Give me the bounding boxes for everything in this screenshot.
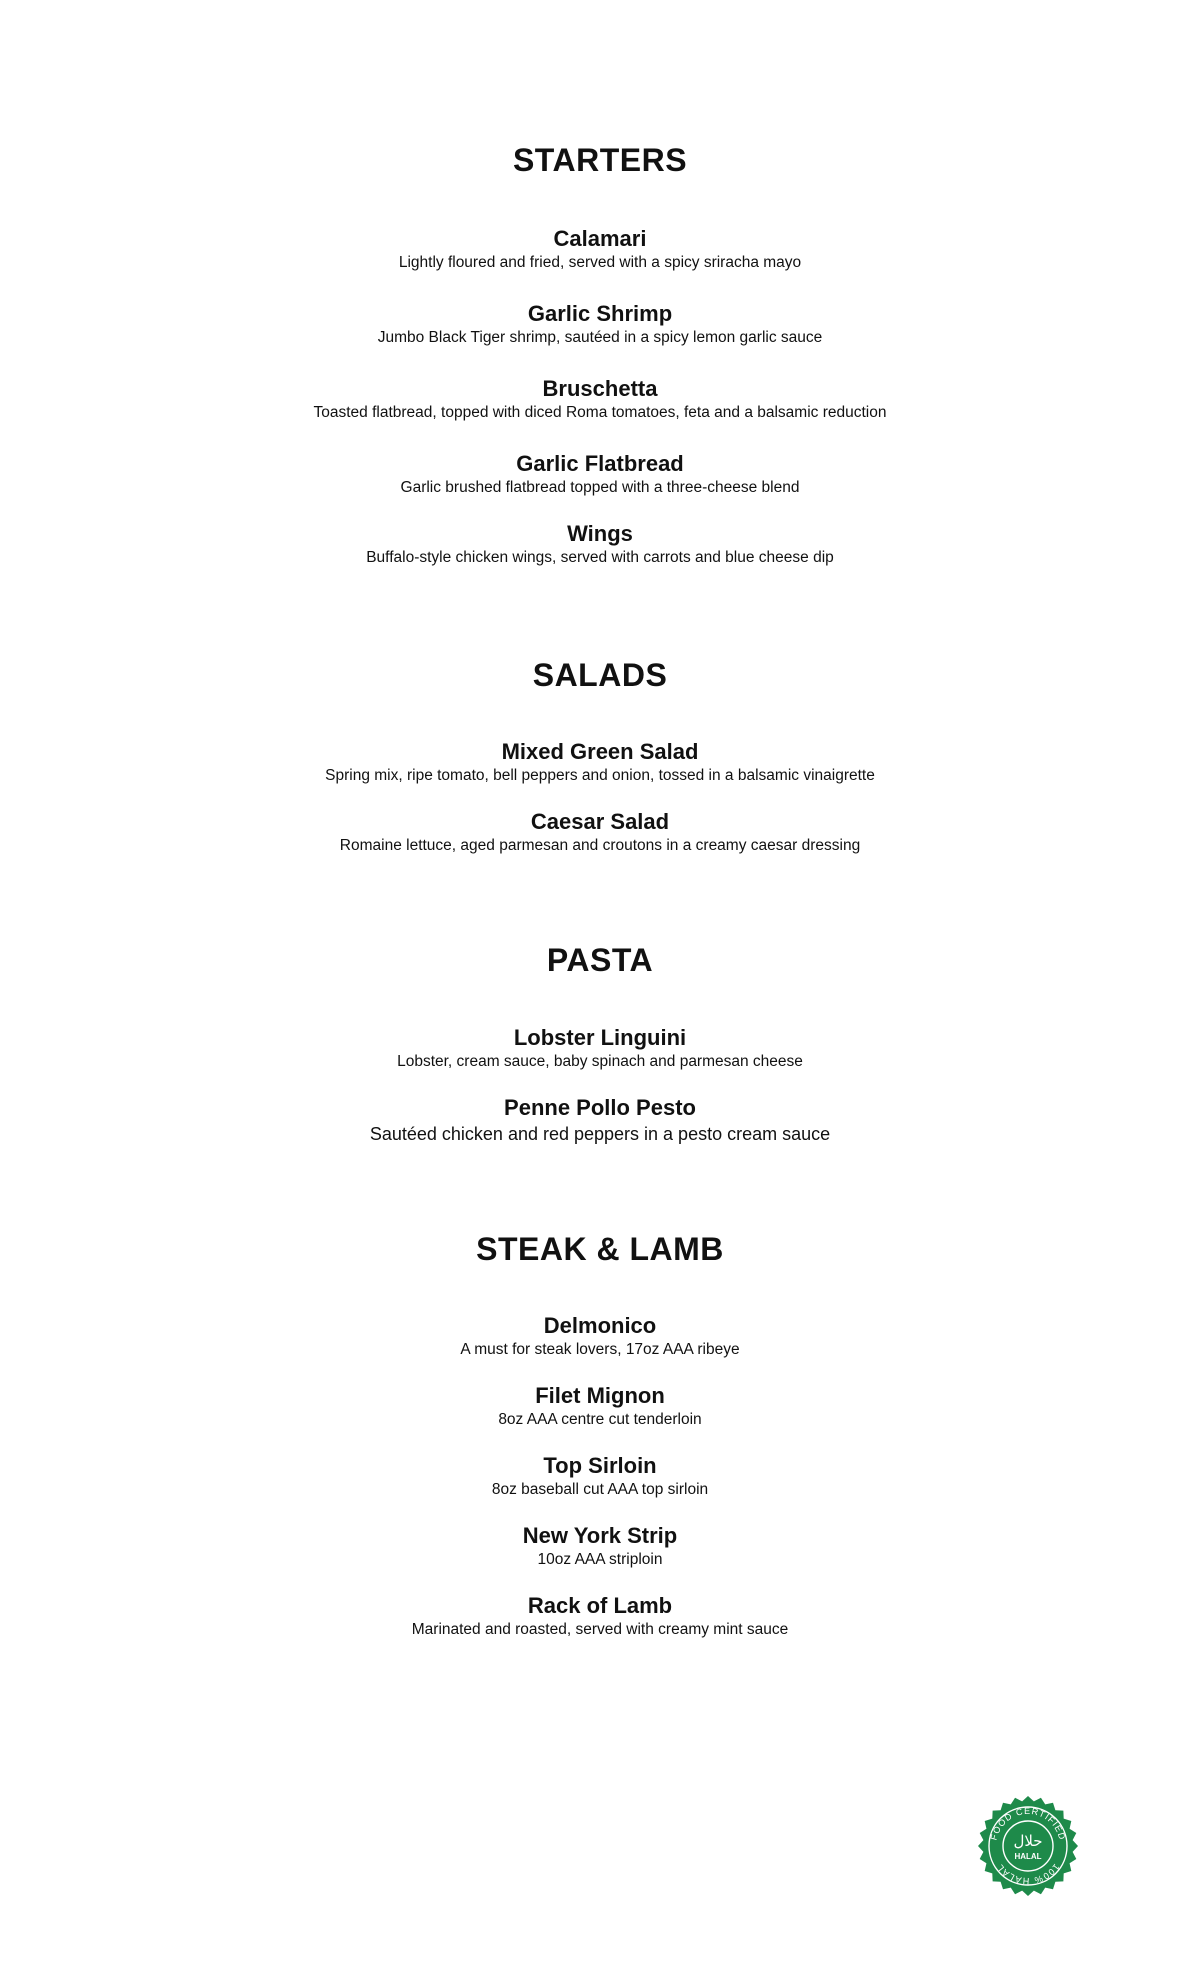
section-steak-lamb xyxy=(0,1229,1200,1638)
item-description: Spring mix, ripe tomato, bell peppers and onion, tossed in a balsamic vinaigrette xyxy=(325,767,875,784)
item-name: Garlic Flatbread xyxy=(516,451,684,476)
svg-text:100% HALAL: 100% HALAL xyxy=(994,1862,1062,1887)
item-name: Wings xyxy=(567,521,633,546)
menu-item xyxy=(0,1522,1200,1570)
section-title: STARTERS xyxy=(512,142,688,178)
item-name: Garlic Shrimp xyxy=(527,301,673,326)
item-description: 8oz baseball cut AAA top sirloin xyxy=(491,1481,709,1498)
section-pasta xyxy=(0,940,1200,1144)
section-title: PASTA xyxy=(546,942,654,978)
item-description: Sautéed chicken and red peppers in a pesto cream sauce xyxy=(369,1124,831,1144)
menu-item xyxy=(0,1592,1200,1640)
menu-item xyxy=(0,450,1200,498)
item-description: Marinated and roasted, served with creamy mint sauce xyxy=(411,1621,789,1638)
menu-item xyxy=(0,375,1200,423)
section-title: STEAK & LAMB xyxy=(476,1231,724,1267)
item-description: A must for steak lovers, 17oz AAA ribeye xyxy=(460,1341,740,1358)
item-name: Penne Pollo Pesto xyxy=(504,1095,696,1120)
section-title: SALADS xyxy=(532,657,668,693)
svg-text:HALAL: HALAL xyxy=(1014,1852,1042,1861)
section-salads xyxy=(0,655,1200,854)
item-description: Lightly floured and fried, served with a spicy sriracha mayo xyxy=(398,254,802,271)
item-description: 10oz AAA striploin xyxy=(537,1551,663,1568)
svg-text:حلال: حلال xyxy=(1013,1832,1043,1850)
menu-item xyxy=(0,1094,1200,1146)
item-description: Lobster, cream sauce, baby spinach and parmesan cheese xyxy=(397,1053,803,1070)
menu-item xyxy=(0,520,1200,568)
halal-certified-badge-icon xyxy=(976,1794,1080,1898)
menu-item xyxy=(0,1382,1200,1430)
section-starters xyxy=(0,140,1200,566)
item-description: Garlic brushed flatbread topped with a three-cheese blend xyxy=(400,479,800,496)
menu-item xyxy=(0,808,1200,856)
item-name: Bruschetta xyxy=(542,376,658,401)
menu-item xyxy=(0,1024,1200,1072)
item-name: New York Strip xyxy=(522,1523,678,1548)
menu-item xyxy=(0,1312,1200,1360)
item-name: Mixed Green Salad xyxy=(501,739,699,764)
item-description: Jumbo Black Tiger shrimp, sautéed in a spicy lemon garlic sauce xyxy=(377,329,823,346)
item-description: Toasted flatbread, topped with diced Roma tomatoes, feta and a balsamic reduction xyxy=(313,404,887,421)
item-name: Filet Mignon xyxy=(535,1383,665,1408)
menu-item xyxy=(0,738,1200,786)
menu-item xyxy=(0,300,1200,348)
item-description: Buffalo-style chicken wings, served with carrots and blue cheese dip xyxy=(366,549,834,566)
menu-item xyxy=(0,225,1200,273)
item-description: 8oz AAA centre cut tenderloin xyxy=(498,1411,702,1428)
item-name: Top Sirloin xyxy=(543,1453,657,1478)
item-name: Caesar Salad xyxy=(530,809,670,834)
item-description: Romaine lettuce, aged parmesan and croutons in a creamy caesar dressing xyxy=(339,837,861,854)
item-name: Lobster Linguini xyxy=(513,1025,687,1050)
menu-item xyxy=(0,1452,1200,1500)
item-name: Calamari xyxy=(553,226,647,251)
svg-text:FOOD CERTIFIED: FOOD CERTIFIED xyxy=(988,1805,1068,1842)
item-name: Delmonico xyxy=(543,1313,657,1338)
item-name: Rack of Lamb xyxy=(527,1593,673,1618)
